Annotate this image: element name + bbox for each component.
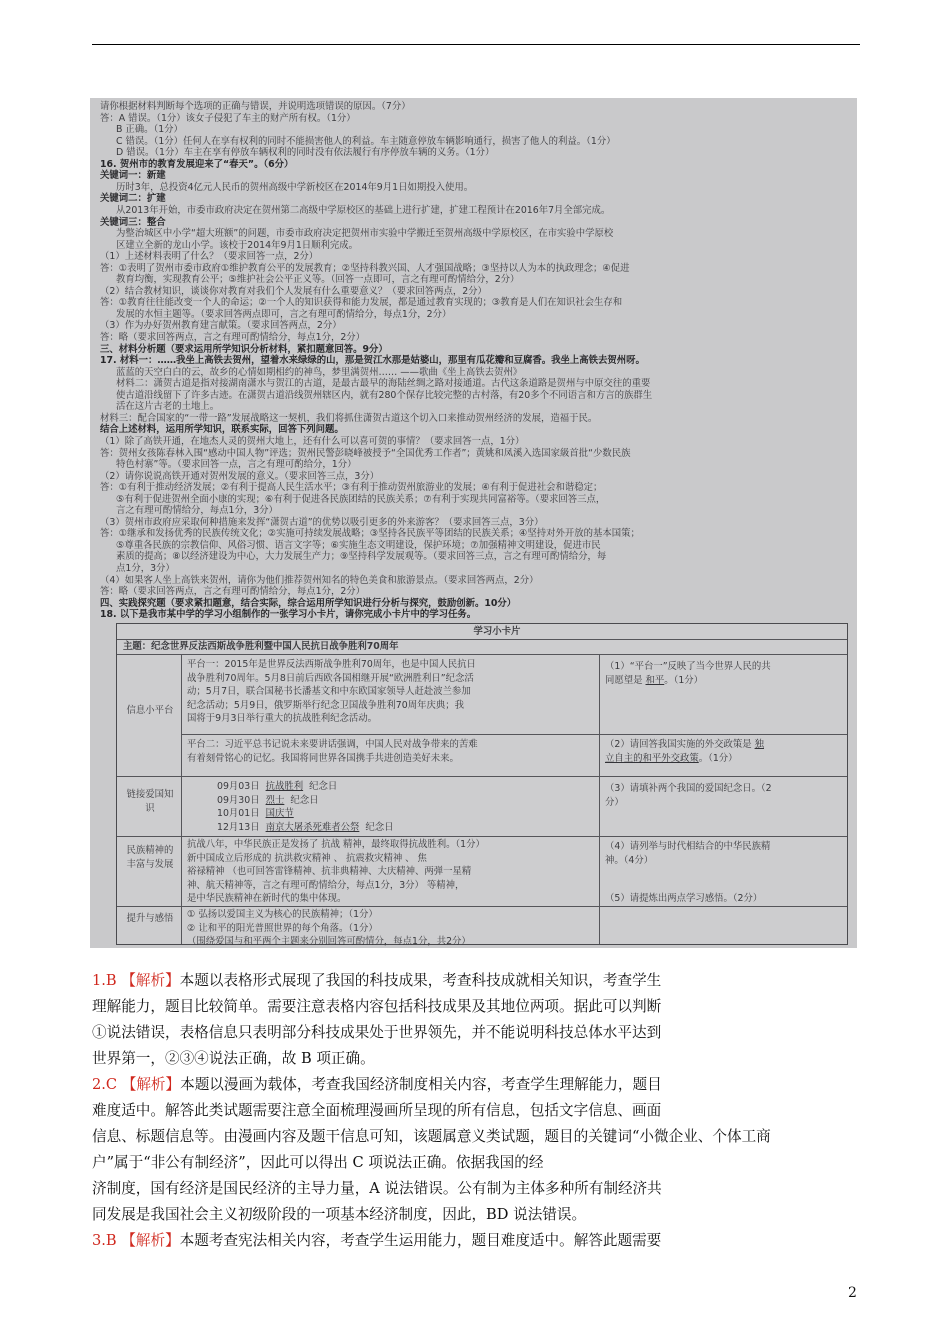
scan-line: 答：①有利于推动经济发展；②有利于提高人民生活水平；③有利于推动贺州旅游业的发展；④有利于促进社会和谐稳定；: [100, 482, 603, 494]
answer-tag: 2.C 【解析】: [92, 1076, 181, 1093]
question-1: （1）“平台一”反映了当今世界人民的共 同愿望是 和平。（1分）: [605, 661, 771, 686]
card-theme: 主题：纪念世界反法西斯战争胜利暨中国人民抗日战争胜利70周年: [123, 641, 399, 652]
date-row: 10月01日 国庆节: [217, 808, 294, 820]
scan-line: 答：①表明了贺州市委市政府①维护教育公平的发展教育；②坚持科教兴国、人才强国战略；③坚持以人为本的执政理念；④促进: [100, 262, 630, 274]
question-4: （4）请列举与时代相结合的中华民族精 神。（4分）: [605, 841, 771, 866]
scan-line: 答：贺州女孩陈春林入围“感动中国人物”评选；贺州民警彭晓峰被授予“全国优秀工作者”；黄姚和凤溪入选国家級首批“少数民族: [100, 447, 631, 459]
scan-line: 四、实践探究题（要求紧扣题意，结合实际，综合运用所学知识进行分析与探究，鼓励创新。10分）: [100, 597, 517, 609]
scan-line: 区建立全新的龙山小学。该校于2014年9月1日顺利完成。: [116, 239, 359, 251]
card-title: 学习小卡片: [473, 626, 521, 637]
scan-line: ⑤有利于促进贺州全面小康的实现；⑥有利于促进各民族团结的民族关系；⑦有利于实现共同富裕等。（要求回答三点，: [116, 493, 606, 505]
scanned-answer-sheet: [90, 98, 857, 948]
scan-line: 关键词一：新建: [100, 170, 166, 182]
platform-one-line: 动；5月7日，联合国秘书长潘基文和中东欧国家领导人赶赴波兰参加: [187, 686, 471, 698]
scan-line: 16. 贺州市的教育发展迎来了“春天”。（6分）: [100, 158, 294, 170]
scan-line: 答：略（要求回答两点，言之有理可酌情给分，每点1分，2分）: [100, 332, 366, 343]
scan-line: 为整治城区中小学“超大班额”的问题，市委市政府决定把贺州市实验中学搬迁至贺州高级中学原校区，在市实验中学原校: [116, 228, 614, 240]
scan-line: D 错误。（1分）车主在享有停放车辆权利的同时没有依法履行有序停放车辆的义务。（1分）: [116, 147, 495, 159]
scan-line: 历时3年，总投资4亿元人民币的贺州高级中学新校区在2014年9月1日如期投入使用。: [116, 181, 474, 193]
study-card: [116, 623, 848, 948]
scan-line: （4）如果客人坐上高铁来贺州，请你为他们推荐贺州知名的特色美食和旅游景点。（要求回答两点，2分）: [100, 574, 539, 586]
analysis-item-2: 2.C 【解析】本题以漫画为载体，考查我国经济制度相关内容，考查学生理解能力，题目 难度适中。解答此类试题需要注意全面梳理漫画所呈现的所有信息，包括文字信息、画面 信息、标题信息等。由漫画内容及题干信息可知，该题属意义类试题，题目的关键词“小微企业、个体工商 户”属于“非公有制经济”，因此可以得出 C 项说法正确。依据我国的经 济制度，国有经济是国民经济的主导力量，A 说法错误。公有制为主体多种所有制经济共 同发展是我国社会主义初级阶段的一项基本经济制度，因此，BD 说法错误。: [92, 1076, 771, 1223]
scan-line: 特色村寨”等。（要求回答一点，言之有理可酌给分，1分）: [116, 459, 357, 471]
scan-line: 材料三：配合国家的“一带一路”发展战略这一契机，我们将抓住潇贺古道这个切入口来推动贺州经济的发展，造福于民。: [100, 412, 598, 424]
platform-one: [187, 658, 595, 726]
scan-line: 结合上述材料，运用所学知识，联系实际，回答下列问题。: [100, 424, 344, 436]
scan-line: （3）作为办好贺州教育建言献策。（要求回答两点，2分）: [100, 320, 342, 332]
scan-line: 蓝蓝的天空白白的云，故乡的心情如期相约的神鸟，梦里满贺州…… ——歌曲《坐上高铁去贺州》: [116, 366, 523, 378]
date-row: 12月13日 南京大屠杀死难者公祭 纪念日: [217, 821, 394, 833]
platform-two-line: 有着刻骨铭心的记忆。我国将同世界各国携手共进创造美好未来。: [187, 752, 459, 764]
scan-line: 言之有理可酌情给分，每点1分，3分）: [116, 505, 278, 517]
question-5: （5）请提炼出两点学习感悟。（2分）: [605, 893, 763, 904]
analysis-section: [92, 968, 862, 1254]
scan-line: 活在这片古老的土地上。: [116, 401, 220, 413]
platform-one-line: 平台一：2015年是世界反法西斯战争胜利70周年，也是中国人民抗日: [187, 659, 476, 670]
answer-foreign-policy: 立自主的和平外交政策: [605, 752, 699, 764]
scan-line: 关键词二：扩建: [100, 193, 166, 205]
question-2: （2）请回答我国实施的外交政策是 独 立自主的和平外交政策。（1分）: [605, 739, 764, 764]
scan-line: （1）除了高铁开通，在地杰人灵的贺州大地上，还有什么可以喜可贺的事情？（要求回答一点，1分）: [100, 435, 525, 447]
question-3: （3）请填补两个我国的爱国纪念日。（2 分）: [605, 783, 772, 808]
scan-line: （2）结合教材知识，谈谈你对教育对我们个人发展有什么重要意义？（要求回答两点，2分）: [100, 285, 487, 297]
scan-line: 教育均衡，实现教育公平；⑤维护社会公平正义等。（回答一点即可，言之有理可酌情给分，2分）: [116, 274, 520, 286]
scan-line: （1）上述材料表明了什么？（要求回答一点，2分）: [100, 251, 319, 263]
page-number: 2: [848, 1285, 857, 1301]
scan-line: （2）请你说说高铁开通对贺州发展的意义。（要求回答三点，3分）: [100, 470, 380, 482]
scan-line: 三、材料分析题（要求运用所学知识分析材料，紧扣题意回答。9分）: [100, 343, 388, 355]
analysis-item-1: 1.B 【解析】本题以表格形式展现了我国的科技成果，考查科技成就相关知识，考查学生 理解能力，题目比较简单。需要注意表格内容包括科技成果及其地位两项。据此可以判断 ①说法错误，表格信息只表明部分科技成果处于世界领先，并不能说明科技总体水平达到 世界第一，②③④说法正确，故 B 项正确。: [92, 972, 662, 1067]
scan-line: 使古道沿线留下了许多古迹。在潇贺古道沿线贺州辖区内，就有280个保存比较完整的古村落，有20多个不同语言和方言的族群生: [116, 389, 653, 401]
row-label-spirit: 民族精神的丰富与发展: [126, 845, 174, 870]
scan-line: 从2013年开始，市委市政府决定在贺州第二高级中学原校区的基础上进行扩建，扩建工程预计在2016年7月全部完成。: [116, 204, 611, 216]
row-label-info: 信息小平台: [126, 705, 174, 716]
answer-tag: 1.B 【解析】: [92, 972, 180, 989]
platform-two-line: 平台二：习近平总书记说未来要讲话强调，中国人民对战争带来的苦难: [187, 739, 478, 750]
scan-line: 点1分，3分）: [116, 563, 175, 574]
row-label-feel: 提升与感悟: [126, 913, 174, 924]
scan-line: 素质的提高；⑧以经济建设为中心，大力发展生产力；⑨坚持科学发展观等。（要求回答三点，言之有理可酌情给分，每: [116, 551, 607, 563]
scan-line: B 正确。（1分）: [116, 124, 183, 136]
date-list: [217, 780, 587, 834]
scan-line: 答：①教育往往能改变一个人的命运；②一个人的知识获得和能力发展，都是通过教育实现的；③教育是人们在知识社会生存和: [100, 297, 623, 309]
platform-one-line: 战争胜利70周年。5月8日前后西欧各国相继开展“欧洲胜利日”纪念活: [187, 672, 474, 684]
scan-line: 材料二：潇贺古道是指对接湖南潇水与贺江的古道，是最古最早的海陆丝绸之路对接通道。古代这条道路是贺州与中原交往的重要: [116, 378, 651, 390]
platform-one-line: 纪念活动；5月9日，俄罗斯举行纪念卫国战争胜利70周年庆典；我: [187, 699, 464, 711]
platform-one-line: 国将于9月3日举行重大的抗战胜利纪念活动。: [187, 713, 378, 725]
date-row: 09月03日 抗战胜利 纪念日: [217, 781, 338, 792]
platform-two: [187, 738, 595, 765]
scan-line: 答：①继承和发扬优秀的民族传统文化；②实施可持续发展战略；③坚持各民族平等团结的民族关系；④坚持对外开放的基本国策；: [100, 528, 640, 540]
scan-line: 关键词三：整合: [100, 216, 166, 228]
scan-line: 答：略（要求回答两点，言之有理可酌情给分，每点1分，2分）: [100, 586, 366, 598]
answer-peace: 和平: [645, 674, 665, 686]
scan-line: 17. 材料一：……我坐上高铁去贺州，望着水来绿绿的山，那是贺江水那是姑婆山，那里有瓜花瓣和豆腐香。我坐上高铁去贺州呀。: [100, 355, 645, 367]
spirit-answers: 抗战八年，中华民族正是发扬了 抗战 精神，最终取得抗战胜利。（1分） 新中国成立后形成的 抗洪救灾精神 、 抗震救灾精神 、 焦 裕禄精神 （也可回答雷锋精神、抗非典精神、大庆精神、两弹一星精 神、航天精神等，言之有理可酌情给分，每点1分，3分） 等精神， 是中华民族精神在新时代的集中体现。: [187, 839, 485, 905]
header-rule: [92, 44, 860, 45]
scan-line: 18. 以下是我市某中学的学习小组制作的一张学习小卡片，请你完成小卡片中的学习任务。: [100, 609, 477, 621]
scan-line: （3）贺州市政府应采取何种措施来发挥“潇贺古道”的优势以吸引更多的外来游客？（要求回答三点，3分）: [100, 516, 544, 528]
scan-line: 发展的水恒主题等。（要求回答两点即可，言之有理可酌情给分，每点1分，2分）: [116, 308, 452, 320]
scan-line: 答：A 错误。（1分）该女子侵犯了车主的财产所有权。（1分）: [100, 112, 356, 124]
analysis-item-3: 3.B 【解析】本题考查宪法相关内容，考查学生运用能力，题目难度适中。解答此题需要: [92, 1232, 662, 1249]
date-row: 09月30日 烈士 纪念日: [217, 794, 319, 806]
row-label-patriotic: 链接爱国知识: [126, 789, 174, 814]
scan-line: C 错误。（1分）任何人在享有权利的同时不能损害他人的利益。车主随意停放车辆影响通行，损害了他人的利益。（1分）: [116, 135, 616, 147]
answer-tag: 3.B 【解析】: [92, 1232, 180, 1249]
scan-line: 请你根据材料判断每个选项的正确与错误，并说明选项错误的原因。（7分）: [100, 101, 411, 112]
scan-line: ⑤尊重各民族的宗教信仰、风俗习惯、语言文字等；⑥实施生态文明建设，保护环境；⑦加强精神文明建设，促进市民: [116, 539, 601, 551]
feel-answers: ① 弘扬以爱国主义为核心的民族精神；（1分） ② 让和平的阳光普照世界的每个角落。（1分） （围绕爱国与和平两个主题来分别回答可酌情分，每点1分，共2分）: [187, 909, 471, 948]
